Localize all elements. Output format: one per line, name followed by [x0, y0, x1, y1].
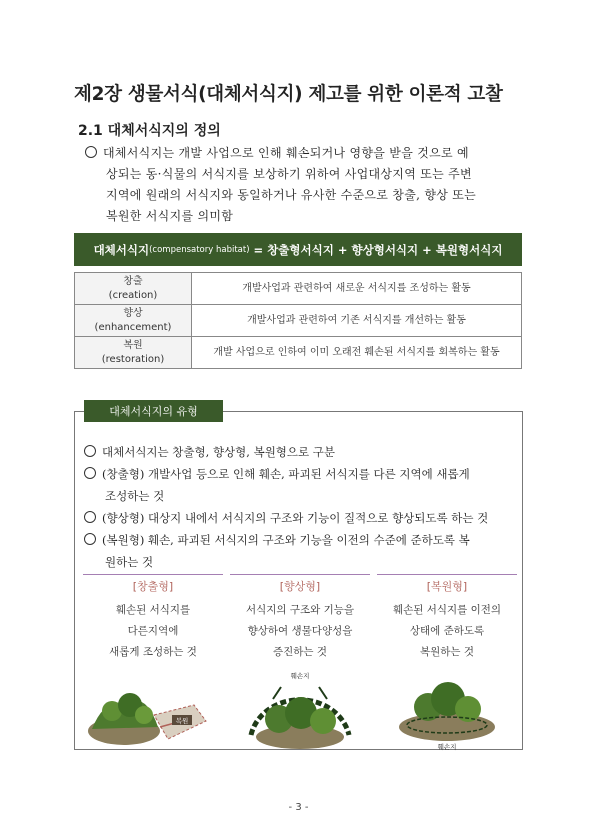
type-column-enhancement: [230, 574, 370, 753]
list-item: (복원형) 훼손, 파괴된 서식지의 구조와 기능을 이전의 수준에 준하도록 복: [84, 529, 516, 551]
banner-lead: 대체서식지: [93, 242, 150, 257]
circle-bullet-icon: [84, 511, 96, 523]
enhancement-illustration: [231, 669, 369, 753]
circle-bullet-icon: [84, 533, 96, 545]
type-column-creation: [83, 574, 223, 753]
types-bullet-list: [84, 441, 516, 573]
column-desc: 훼손된 서식지를 다른지역에 새롭게 조성하는 것: [109, 604, 197, 658]
table-row: [75, 273, 522, 305]
chapter-heading: 제2장 생물서식(대체서식지) 제고를 위한 이론적 고찰: [74, 84, 503, 105]
list-item: (창출형) 개발사업 등으로 인해 훼손, 파괴된 서식지를 다른 지역에 새롭게: [84, 463, 516, 485]
page-number: - 3 -: [288, 802, 309, 813]
list-item: 대체서식지는 창출형, 향상형, 복원형으로 구분: [84, 441, 516, 463]
column-desc: 훼손된 서식지를 이전의 상태에 준하도록 복원하는 것: [392, 604, 502, 658]
svg-text:훼손지: 훼손지: [290, 672, 310, 680]
column-title: [향상형]: [230, 574, 370, 596]
column-title: [복원형]: [377, 574, 517, 596]
svg-text:복원: 복원: [175, 717, 189, 725]
intro-line: 복원한 서식지를 의미함: [106, 209, 234, 223]
list-item-cont: 조성하는 것: [105, 489, 165, 503]
term-cell: 창출 (creation): [75, 273, 192, 305]
term-cell: 복원 (restoration): [75, 337, 192, 369]
creation-illustration: [84, 669, 222, 753]
definition-banner: [74, 233, 522, 266]
table-row: [75, 337, 522, 369]
circle-bullet-icon: [84, 445, 96, 457]
desc-cell: 개발 사업으로 인하여 이미 오래전 훼손된 서식지를 회복하는 활동: [192, 337, 522, 369]
column-desc: 서식지의 구조와 기능을 향상하여 생물다양성을 증진하는 것: [245, 604, 355, 658]
intro-paragraph: [85, 143, 525, 227]
intro-line: 상되는 동·식물의 서식지를 보상하기 위하여 사업대상지역 또는 주변: [106, 167, 472, 181]
circle-bullet-icon: [84, 467, 96, 479]
banner-formula: = 창출형서식지 + 향상형서식지 + 복원형서식지: [249, 242, 503, 257]
intro-line: 대체서식지는 개발 사업으로 인해 훼손되거나 영향을 받을 것으로 예: [85, 143, 525, 164]
circle-bullet-icon: [85, 146, 97, 158]
types-box-title: 대체서식지의 유형: [84, 400, 223, 422]
column-title: [창출형]: [83, 574, 223, 596]
desc-cell: 개발사업과 관련하여 기존 서식지를 개선하는 활동: [192, 305, 522, 337]
svg-text:훼손지: 훼손지: [437, 743, 457, 751]
list-item-cont: 원하는 것: [105, 555, 154, 569]
type-column-restoration: [377, 574, 517, 753]
list-item: (향상형) 대상지 내에서 서식지의 구조와 기능이 질적으로 향상되도록 하는 것: [84, 507, 516, 529]
term-cell: 향상 (enhancement): [75, 305, 192, 337]
desc-cell: 개발사업과 관련하여 새로운 서식지를 조성하는 활동: [192, 273, 522, 305]
definition-table: [74, 272, 522, 369]
intro-line: 지역에 원래의 서식지와 동일하거나 유사한 수준으로 창출, 향상 또는: [106, 188, 477, 202]
section-heading: 2.1 대체서식지의 정의: [78, 123, 221, 139]
banner-paren: (compensatory habitat): [149, 244, 250, 255]
table-row: [75, 305, 522, 337]
restoration-illustration: [378, 669, 516, 753]
